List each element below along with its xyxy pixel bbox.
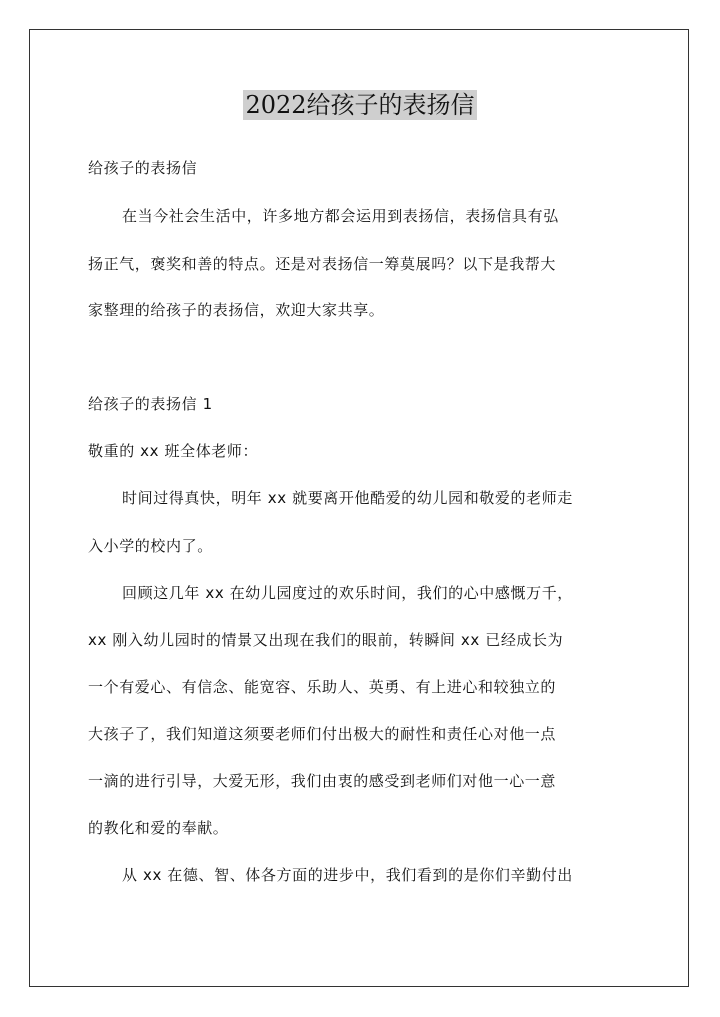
paragraph-line: 家整理的给孩子的表扬信，欢迎大家共享。 — [88, 301, 385, 319]
document-title — [0, 88, 720, 122]
paragraph-line: 入小学的校内了。 — [88, 537, 213, 555]
subtitle-line: 给孩子的表扬信 — [88, 159, 198, 177]
paragraph-line: 时间过得真快，明年 xx 就要离开他酷爱的幼儿园和敬爱的老师走 — [122, 489, 573, 507]
document-title-text: 2022给孩子的表扬信 — [245, 91, 475, 119]
paragraph-line: 回顾这几年 xx 在幼儿园度过的欢乐时间，我们的心中感慨万千， — [122, 584, 573, 602]
section-heading: 给孩子的表扬信 1 — [88, 395, 213, 413]
paragraph-line: 扬正气，褒奖和善的特点。还是对表扬信一筹莫展吗？以下是我帮大 — [88, 255, 557, 273]
paragraph-line: 一个有爱心、有信念、能宽容、乐助人、英勇、有上进心和较独立的 — [88, 678, 557, 696]
paragraph-line: 从 xx 在德、智、体各方面的进步中，我们看到的是你们辛勤付出 — [122, 866, 573, 884]
salutation-line: 敬重的 xx 班全体老师： — [88, 442, 259, 460]
paragraph-line: 的教化和爱的奉献。 — [88, 819, 229, 837]
paragraph-line: 大孩子了，我们知道这须要老师们付出极大的耐性和责任心对他一点 — [88, 725, 557, 743]
paragraph-line: 在当今社会生活中，许多地方都会运用到表扬信，表扬信具有弘 — [122, 207, 559, 225]
paragraph-line: xx 刚入幼儿园时的情景又出现在我们的眼前，转瞬间 xx 已经成长为 — [88, 631, 564, 649]
paragraph-line: 一滴的进行引导，大爱无形，我们由衷的感受到老师们对他一心一意 — [88, 772, 557, 790]
